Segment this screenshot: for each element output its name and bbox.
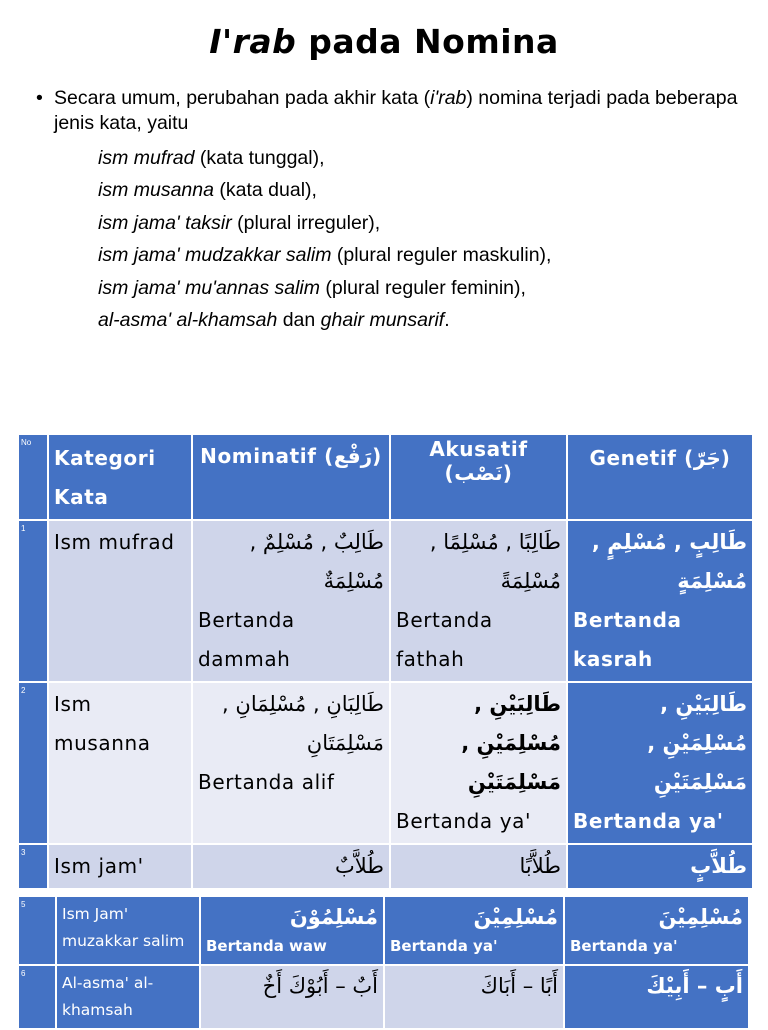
row-number: 3 xyxy=(18,844,48,889)
akusatif-cell: طَالِبَيْنِ , مُسْلِمَيْنِ , مَسْلِمَتَيْنِ Bertanda ya' xyxy=(390,682,567,844)
list-item: ism mufrad (kata tunggal), xyxy=(98,147,325,169)
header-genetif: Genetif (جَرّ) xyxy=(567,434,753,520)
bullet-paragraph: • Secara umum, perubahan pada akhir kata (i'rab) nomina terjadi pada beberapa jenis kata, yaitu xyxy=(36,87,738,134)
kategori-cell: Ism Jam' muzakkar salim xyxy=(56,896,200,965)
kategori-cell: Ism jam' xyxy=(48,844,192,889)
akusatif-cell: طَالِبًا , مُسْلِمًا , مُسْلِمَةً Bertanda fathah xyxy=(390,520,567,682)
bullet-dot: • xyxy=(36,87,43,109)
akusatif-cell: أَبًا – أَبَاكَ xyxy=(384,965,564,1029)
kategori-cell: Ism mufrad xyxy=(48,520,192,682)
header-no: No xyxy=(18,434,48,520)
intro-block xyxy=(36,86,746,336)
akusatif-cell: مُسْلِمِيْنَ Bertanda ya' xyxy=(384,896,564,965)
list-item: ism jama' taksir (plural irreguler), xyxy=(98,211,381,234)
header-akusatif: Akusatif (نَصْب) xyxy=(390,434,567,520)
row-number: 6 xyxy=(18,965,56,1029)
row-number: 2 xyxy=(18,682,48,844)
genetif-cell: أَبٍ – أَبِيْكَ xyxy=(564,965,749,1029)
kategori-cell: Ism musanna xyxy=(48,682,192,844)
table-header-row xyxy=(18,434,753,520)
list-item: ism jama' mudzakkar salim (plural reguler maskulin), xyxy=(98,244,552,267)
genetif-cell: مُسْلِمِيْنَ Bertanda ya' xyxy=(564,896,749,965)
row-number: 1 xyxy=(18,520,48,682)
nominatif-cell: طَالِبَانِ , مُسْلِمَانِ , مَسْلِمَتَانِ Bertanda alif xyxy=(192,682,390,844)
akusatif-cell: طُلاَّبًا xyxy=(390,844,567,889)
nominatif-cell: أَبٌ – أَبُوْكَ أَخٌ xyxy=(200,965,384,1029)
header-kategori: Kategori Kata xyxy=(48,434,192,520)
irab-table xyxy=(17,433,754,890)
genetif-cell: طُلاَّبٍ xyxy=(567,844,753,889)
page-title: I'rab pada Nomina xyxy=(209,22,559,61)
table-row xyxy=(18,682,753,844)
irab-table-continued xyxy=(17,895,750,1030)
table-row xyxy=(18,965,749,1029)
list-item: ism musanna (kata dual), xyxy=(98,179,317,202)
nominatif-cell: مُسْلِمُوْنَ Bertanda waw xyxy=(200,896,384,965)
genetif-cell: طَالِبٍ , مُسْلِمٍ , مُسْلِمَةٍ Bertanda kasrah xyxy=(567,520,753,682)
table-row xyxy=(18,896,749,965)
list-item: al-asma' al-khamsah dan ghair munsarif. xyxy=(98,309,450,332)
table-row xyxy=(18,520,753,682)
noun-type-list xyxy=(98,142,746,336)
list-item: ism jama' mu'annas salim (plural reguler feminin), xyxy=(98,276,526,299)
header-nominatif: Nominatif (رَفْع) xyxy=(192,434,390,520)
nominatif-cell: طُلاَّبٌ xyxy=(192,844,390,889)
genetif-cell: طَالِبَيْنِ , مُسْلِمَيْنِ , مَسْلِمَتَيْنِ Bertanda ya' xyxy=(567,682,753,844)
row-number: 5 xyxy=(18,896,56,965)
table-row xyxy=(18,844,753,889)
kategori-cell: Al-asma' al-khamsah xyxy=(56,965,200,1029)
nominatif-cell: طَالِبٌ , مُسْلِمٌ , مُسْلِمَةٌ Bertanda dammah xyxy=(192,520,390,682)
